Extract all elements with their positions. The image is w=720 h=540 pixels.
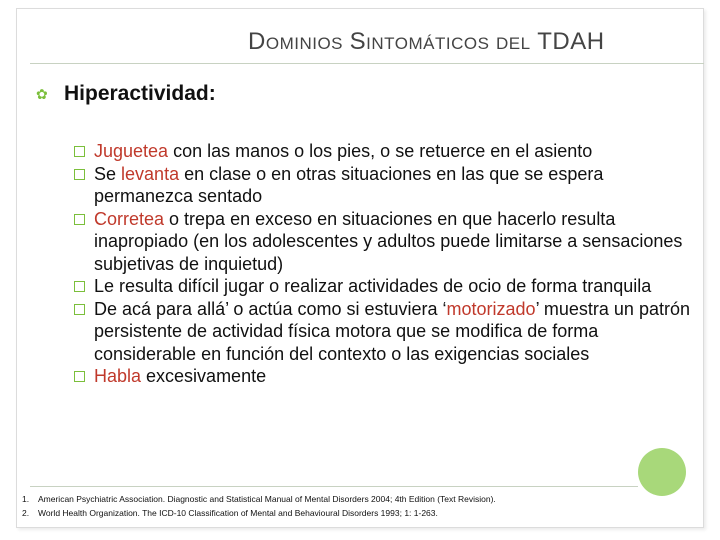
- checkbox-icon: [74, 169, 85, 180]
- checkbox-icon: [74, 371, 85, 382]
- reference-number: 2.: [22, 508, 30, 518]
- bullet-text: excesivamente: [141, 366, 267, 386]
- title-word: OMINIOS: [265, 34, 344, 53]
- checkbox-icon: [74, 214, 85, 225]
- reference-number: 1.: [22, 494, 30, 504]
- list-item: [74, 140, 694, 163]
- reference-item: [22, 506, 642, 520]
- list-item: [74, 208, 694, 276]
- checkbox-icon: [74, 304, 85, 315]
- bullet-text: con las manos o los pies, o se retuerce en el asiento: [168, 141, 593, 161]
- reference-item: [22, 492, 642, 506]
- highlight-text: Habla: [94, 366, 142, 386]
- bullet-list: [74, 140, 694, 388]
- references: [22, 492, 642, 520]
- highlight-text: Corretea: [94, 208, 165, 229]
- highlight-text: levanta: [121, 163, 180, 184]
- title-initial: S: [349, 28, 367, 55]
- highlight-text: Juguetea: [94, 141, 169, 161]
- section-heading: [36, 82, 216, 106]
- highlight-text: motorizado: [446, 298, 536, 319]
- gear-icon: ✿: [36, 86, 48, 102]
- decorative-circle: [638, 448, 686, 496]
- bullet-text: ’ muestra un patrón persistente de actividad física motora que se modifica de forma considerable en función del contexto o las exigencias sociales: [94, 298, 690, 364]
- checkbox-icon: [74, 146, 85, 157]
- slide-title: [248, 28, 688, 56]
- bullet-text: o trepa en exceso en situaciones en que hacerlo resulta inapropiado (en los adolescentes y adultos puede limitarse a sensaciones subjetivas de inquietud): [94, 208, 683, 274]
- bullet-text: De acá para allá’ o actúa como si estuviera ‘: [94, 298, 447, 319]
- checkbox-icon: [74, 281, 85, 292]
- reference-text: World Health Organization. The ICD-10 Classification of Mental and Behavioural Disorders 1993; 1: 1-263.: [38, 508, 438, 518]
- list-item: [74, 365, 694, 388]
- reference-text: American Psychiatric Association. Diagnostic and Statistical Manual of Mental Disorders 2004; 4th Edition (Text Revision).: [38, 494, 496, 504]
- title-word: DEL: [496, 34, 531, 53]
- bullet-text: Se: [94, 163, 122, 184]
- list-item: [74, 163, 694, 208]
- title-word: INTOMÁTICOS: [366, 34, 490, 53]
- bullet-text: Le resulta difícil jugar o realizar actividades de ocio de forma tranquila: [94, 276, 652, 296]
- title-word: TDAH: [537, 28, 605, 55]
- title-divider: [30, 63, 704, 64]
- footer-divider: [30, 486, 638, 487]
- list-item: [74, 298, 694, 366]
- section-heading-label: Hiperactividad:: [64, 82, 216, 105]
- title-initial: D: [248, 28, 266, 55]
- list-item: [74, 275, 694, 298]
- bullet-text: en clase o en otras situaciones en las que se espera permanezca sentado: [94, 163, 604, 206]
